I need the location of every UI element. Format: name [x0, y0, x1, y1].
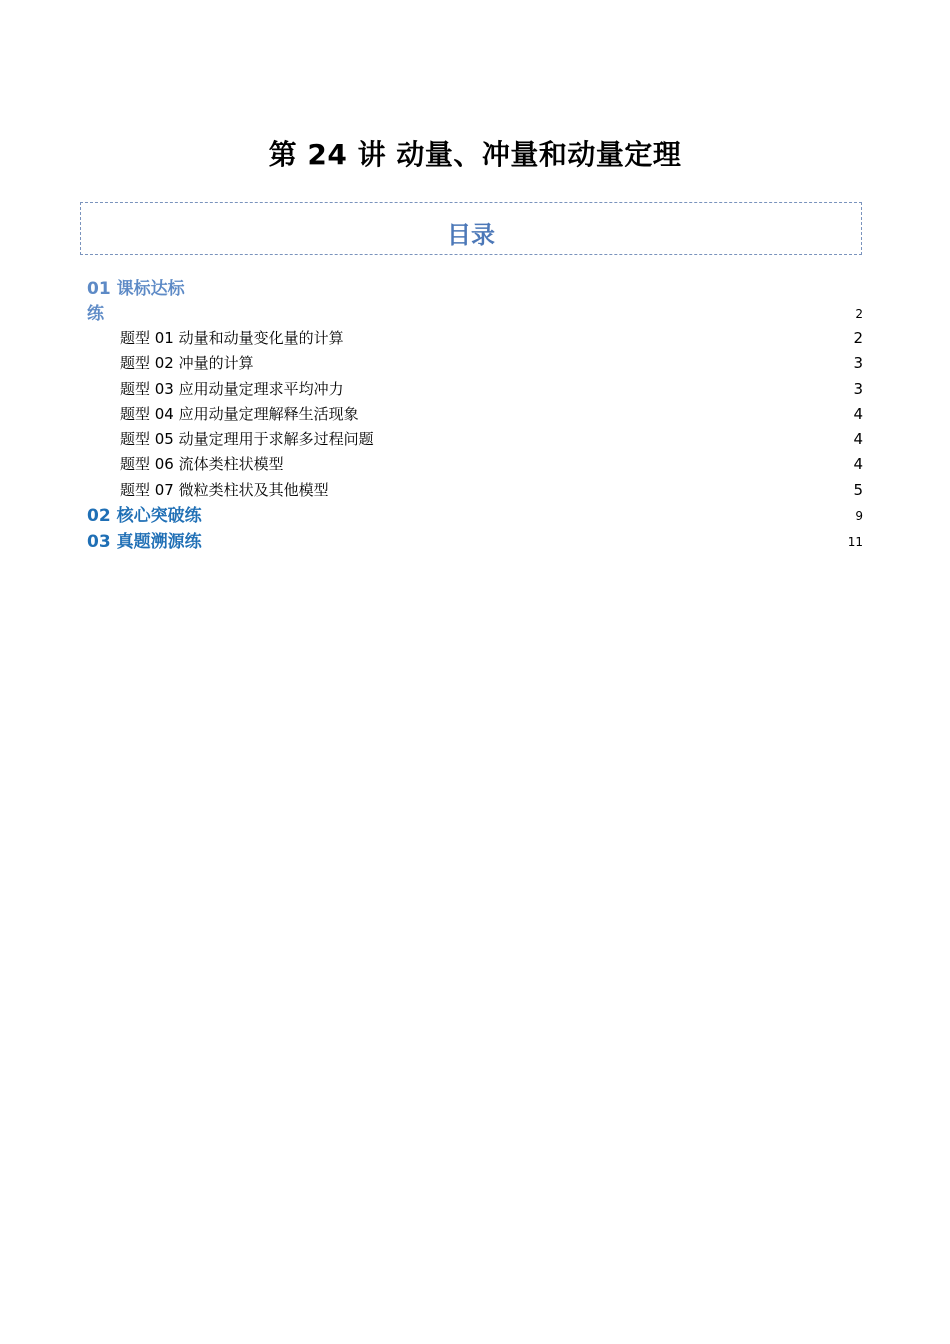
toc-section-3[interactable] [87, 530, 863, 554]
toc-item-6[interactable] [120, 453, 863, 475]
toc-label: 01 课标达标 [87, 279, 185, 299]
toc-page-number: 4 [853, 430, 863, 448]
toc-leader-dots [105, 310, 854, 322]
toc-label: 题型 06 流体类柱状模型 [120, 455, 284, 473]
toc-section-1-label-line1[interactable] [87, 276, 207, 302]
toc-item-3[interactable] [120, 378, 863, 400]
toc-label: 题型 07 微粒类柱状及其他模型 [120, 481, 329, 499]
toc-heading: 目录 [447, 221, 495, 249]
toc-label: 03 真题溯源练 [87, 532, 202, 552]
toc-item-1[interactable] [120, 327, 863, 349]
toc-label: 题型 01 动量和动量变化量的计算 [120, 329, 344, 347]
toc-item-5[interactable] [120, 428, 863, 450]
toc-leader-dots [345, 335, 853, 346]
toc-item-7[interactable] [120, 479, 863, 501]
toc-page-number: 2 [853, 329, 863, 347]
toc-section-1[interactable] [87, 302, 863, 326]
toc-item-2[interactable] [120, 352, 863, 374]
toc-label: 题型 02 冲量的计算 [120, 354, 254, 372]
toc-page-number: 9 [855, 509, 863, 523]
toc-page-number: 2 [855, 307, 863, 321]
toc-leader-dots [203, 539, 847, 550]
toc-leader-dots [203, 513, 855, 524]
toc-leader-dots [330, 487, 853, 498]
toc-page-number: 4 [853, 455, 863, 473]
toc-heading-box [80, 202, 862, 255]
toc-label: 题型 05 动量定理用于求解多过程问题 [120, 430, 374, 448]
toc-page-number: 11 [847, 535, 863, 549]
toc-section-2[interactable] [87, 504, 863, 528]
toc-label: 练 [87, 304, 104, 324]
toc-leader-dots [255, 360, 853, 371]
page-title: 第 24 讲 动量、冲量和动量定理 [268, 138, 682, 171]
toc-page-number: 4 [853, 405, 863, 423]
toc-page-number: 3 [853, 354, 863, 372]
toc-item-4[interactable] [120, 403, 863, 425]
toc-page-number: 3 [853, 380, 863, 398]
toc-leader-dots [345, 386, 853, 397]
toc-label: 02 核心突破练 [87, 506, 202, 526]
toc-leader-dots [360, 411, 853, 422]
toc-label: 题型 04 应用动量定理解释生活现象 [120, 405, 359, 423]
toc-leader-dots [285, 461, 853, 472]
toc-leader-dots [375, 436, 853, 447]
toc-label: 题型 03 应用动量定理求平均冲力 [120, 380, 344, 398]
toc-page-number: 5 [853, 481, 863, 499]
